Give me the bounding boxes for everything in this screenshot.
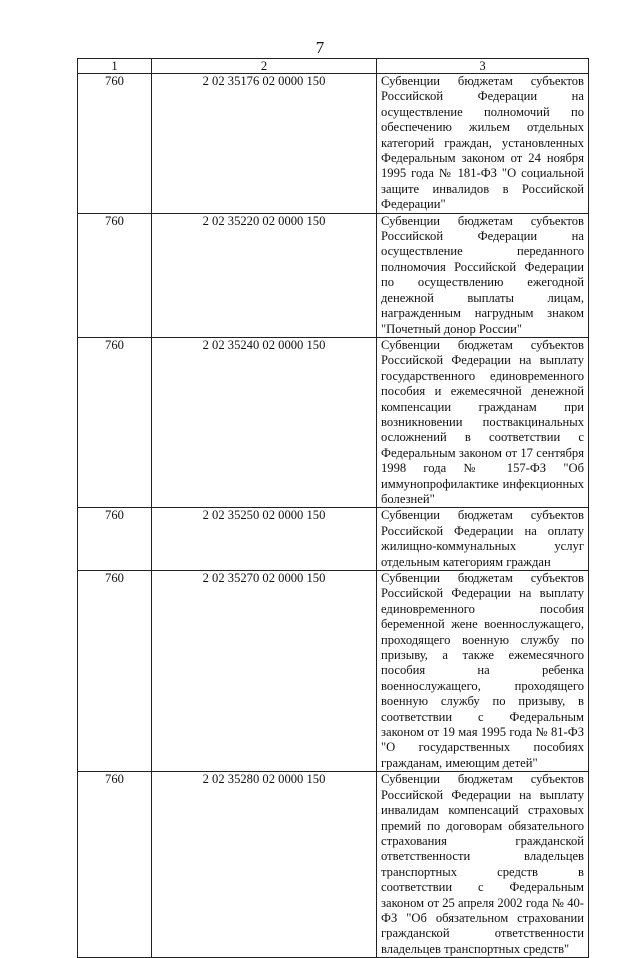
budget-classification-table [77, 58, 589, 958]
admin-code-cell: 760 [78, 508, 152, 571]
description-cell: Субвенции бюджетам субъектов Российской Федерации на оплату жилищно-коммунальных услуг отдельным категориям граждан [377, 508, 589, 571]
description-cell: Субвенции бюджетам субъектов Российской Федерации на выплату инвалидам компенсаций страховых премий по договорам обязательного страхования гражданской ответственности владельцев транспортных средств в соответствии с Федеральным законом от 25 апреля 2002 года № 40-ФЗ "Об обязательном страховании гражданской ответственности владельцев транспортных средств" [377, 772, 589, 958]
page-number: 7 [315, 38, 325, 57]
table-row [78, 213, 589, 337]
classification-code-cell: 2 02 35280 02 0000 150 [152, 772, 377, 958]
admin-code-cell: 760 [78, 213, 152, 337]
header-row [78, 59, 589, 74]
classification-code-cell: 2 02 35250 02 0000 150 [152, 508, 377, 571]
description-cell: Субвенции бюджетам субъектов Российской Федерации на осуществление полномочий по обеспечению жильем отдельных категорий граждан, установленных Федеральным законом от 24 ноября 1995 года № 181-ФЗ "О социальной защите инвалидов в Российской Федерации" [377, 74, 589, 214]
table-header [78, 59, 589, 74]
table-row [78, 772, 589, 958]
table-row [78, 74, 589, 214]
table-row [78, 337, 589, 507]
table-body [78, 74, 589, 958]
description-cell: Субвенции бюджетам субъектов Российской Федерации на выплату государственного единовременного пособия и ежемесячной денежной компенсации гражданам при возникновении поствакцинальных осложнений в соответствии с Федеральным законом от 17 сентября 1998 года № 157-ФЗ "Об иммунопрофилактике инфекционных болезней" [377, 337, 589, 507]
classification-code-cell: 2 02 35270 02 0000 150 [152, 571, 377, 772]
table-row [78, 508, 589, 571]
column-header-2: 2 [152, 59, 377, 74]
column-header-1: 1 [78, 59, 152, 74]
description-cell: Субвенции бюджетам субъектов Российской Федерации на осуществление переданного полномочия Российской Федерации по осуществлению ежегодной денежной выплаты лицам, награжденным нагрудным знаком "Почетный донор России" [377, 213, 589, 337]
admin-code-cell: 760 [78, 772, 152, 958]
classification-code-cell: 2 02 35240 02 0000 150 [152, 337, 377, 507]
classification-code-cell: 2 02 35220 02 0000 150 [152, 213, 377, 337]
description-cell: Субвенции бюджетам субъектов Российской Федерации на выплату единовременного пособия беременной жене военнослужащего, проходящего военную службу по призыву, а также ежемесячного пособия на ребенка военнослужащего, проходящего военную службу по призыву, в соответствии с Федеральным законом от 19 мая 1995 года № 81-ФЗ "О государственных пособиях гражданам, имеющим детей" [377, 571, 589, 772]
admin-code-cell: 760 [78, 571, 152, 772]
column-header-3: 3 [377, 59, 589, 74]
admin-code-cell: 760 [78, 337, 152, 507]
table-row [78, 571, 589, 772]
classification-code-cell: 2 02 35176 02 0000 150 [152, 74, 377, 214]
admin-code-cell: 760 [78, 74, 152, 214]
